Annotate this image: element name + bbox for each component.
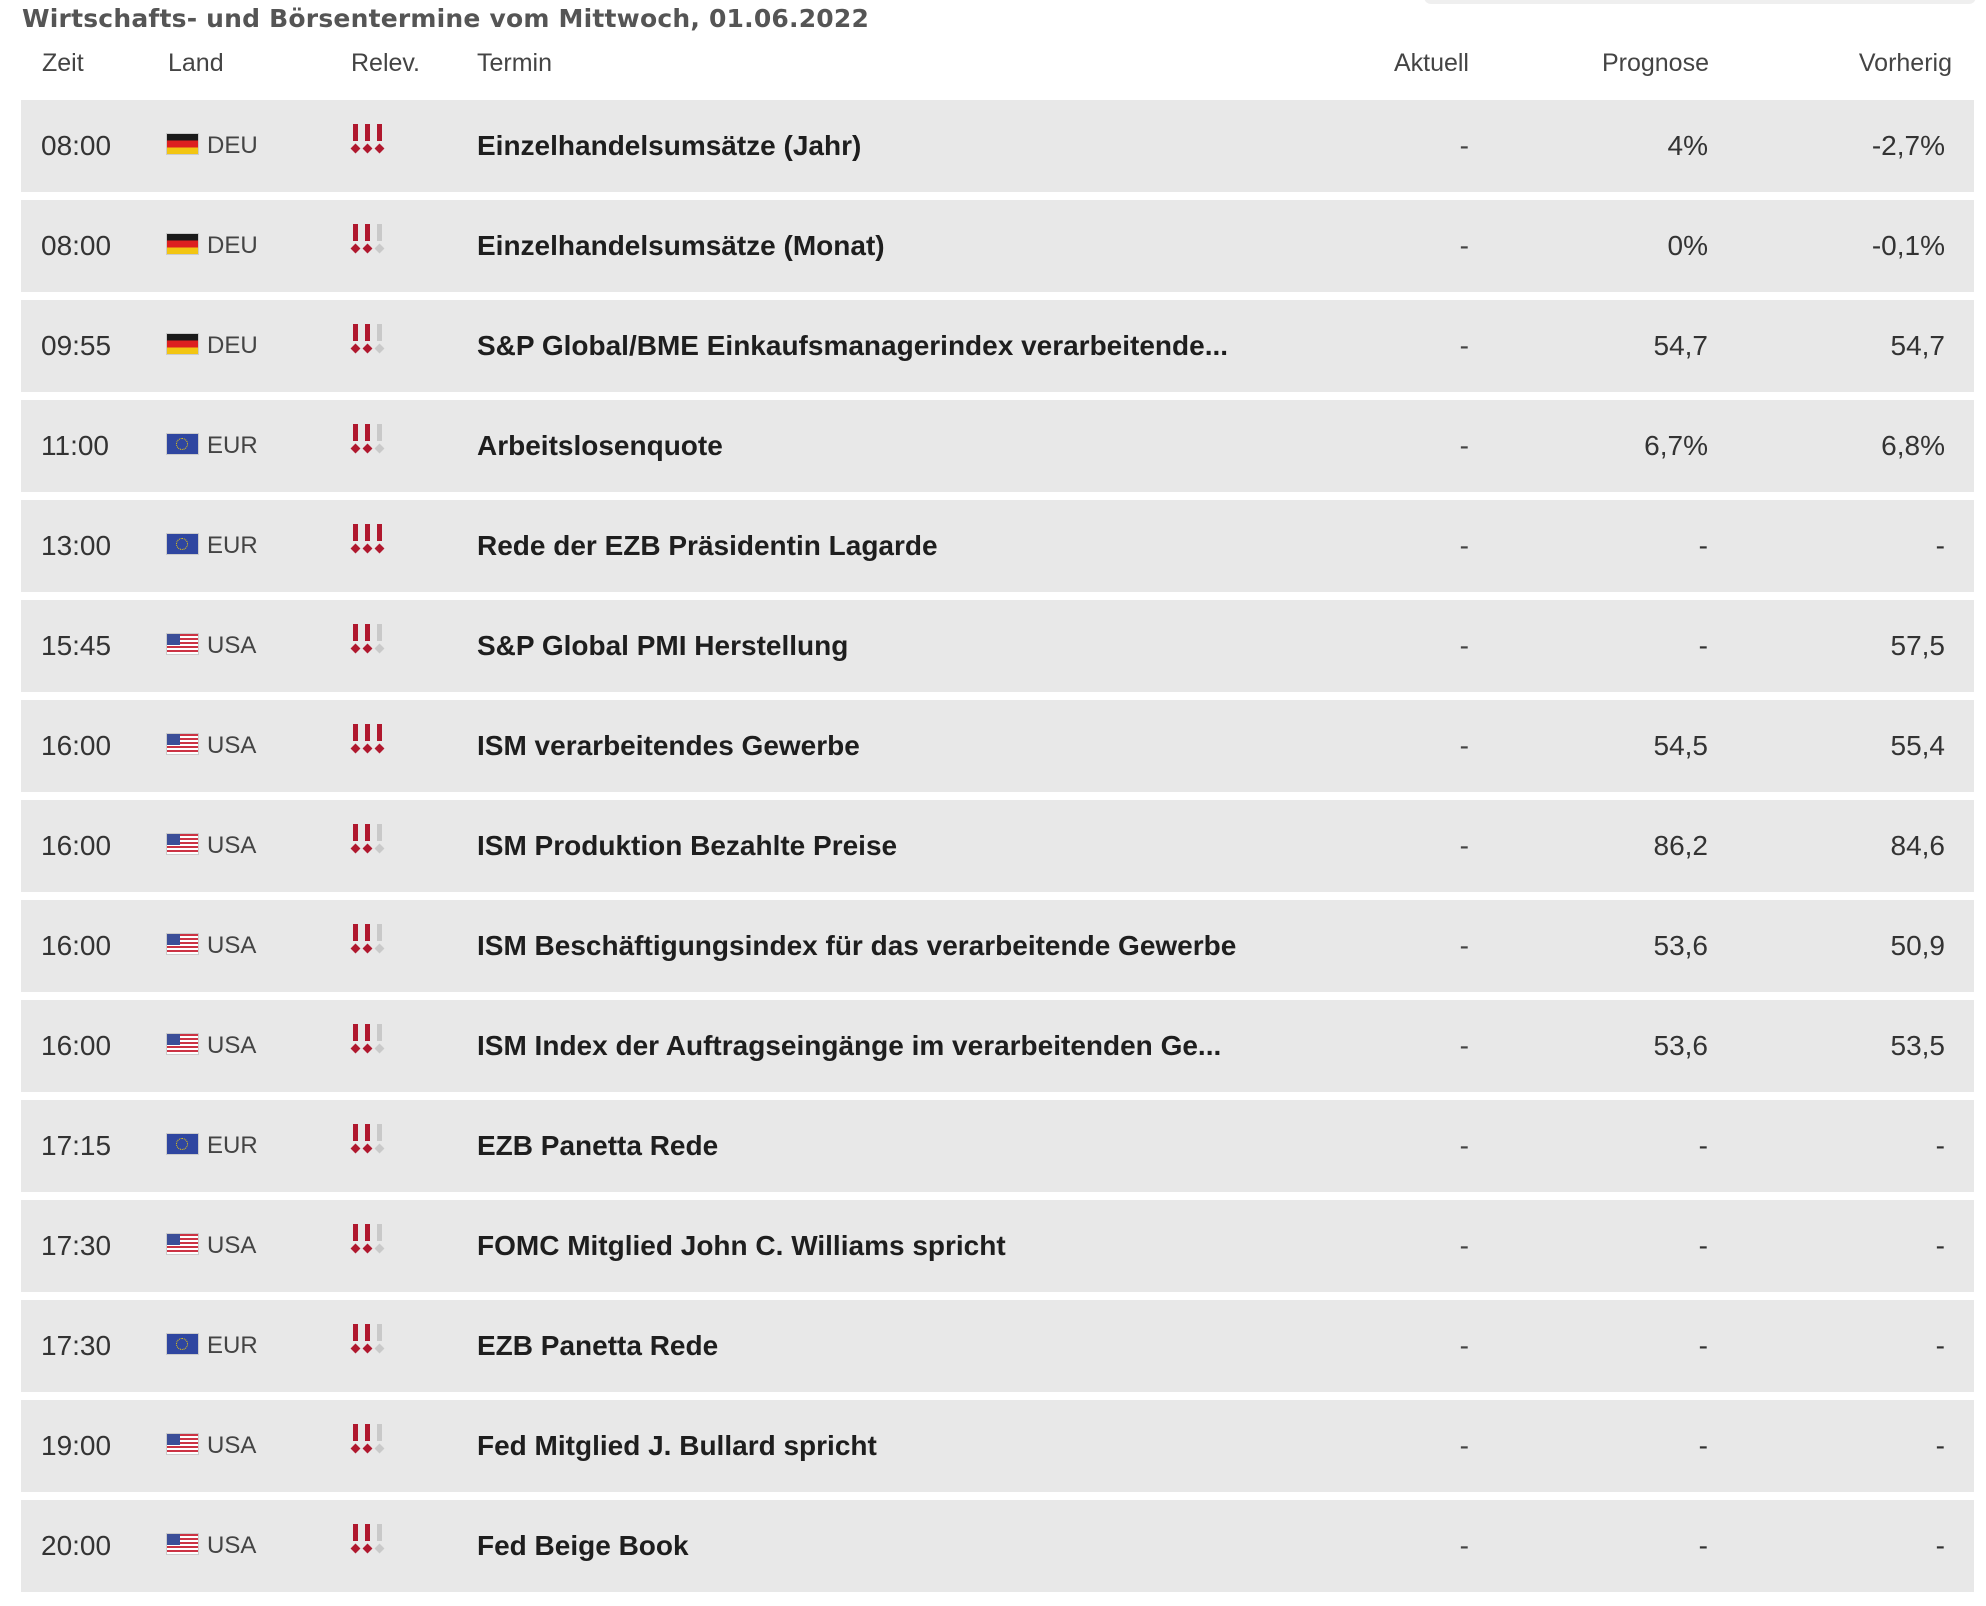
col-header-vorherig[interactable]: Vorherig bbox=[1858, 49, 1952, 77]
event-title-link[interactable]: S&P Global/BME Einkaufsmanagerindex verarbeitende... bbox=[477, 330, 1229, 361]
exclamation-icon bbox=[362, 1524, 374, 1554]
event-time: 17:30 bbox=[41, 1330, 112, 1361]
exclamation-icon bbox=[362, 1024, 374, 1054]
event-time: 11:00 bbox=[41, 430, 109, 461]
exclamation-icon bbox=[362, 1224, 374, 1254]
exclamation-icon bbox=[350, 924, 362, 954]
table-row[interactable] bbox=[21, 1100, 1974, 1192]
value-vorherig: -2,7% bbox=[1871, 130, 1945, 161]
us-flag-icon bbox=[167, 1534, 198, 1554]
value-aktuell: - bbox=[1459, 330, 1469, 361]
country-code: USA bbox=[207, 1032, 257, 1059]
country-code: USA bbox=[207, 932, 257, 959]
value-vorherig: - bbox=[1935, 1530, 1945, 1561]
col-header-termin[interactable]: Termin bbox=[477, 49, 553, 77]
relevance-indicator bbox=[350, 324, 386, 350]
exclamation-icon bbox=[362, 724, 374, 754]
event-title-link[interactable]: S&P Global PMI Herstellung bbox=[477, 630, 849, 661]
table-row[interactable] bbox=[21, 300, 1974, 392]
country-cell bbox=[167, 200, 258, 292]
value-prognose: - bbox=[1698, 1230, 1708, 1261]
us-flag-icon bbox=[167, 734, 198, 754]
value-vorherig: 50,9 bbox=[1890, 930, 1945, 961]
value-aktuell: - bbox=[1459, 1230, 1469, 1261]
event-time: 17:30 bbox=[41, 1230, 112, 1261]
table-row[interactable] bbox=[21, 1300, 1974, 1392]
value-prognose: - bbox=[1698, 1330, 1708, 1361]
event-title-link[interactable]: Rede der EZB Präsidentin Lagarde bbox=[477, 530, 938, 561]
event-time: 16:00 bbox=[41, 730, 112, 761]
relevance-indicator bbox=[350, 424, 386, 450]
country-code: EUR bbox=[207, 1332, 258, 1359]
event-time: 16:00 bbox=[41, 830, 112, 861]
event-time: 20:00 bbox=[41, 1530, 112, 1561]
exclamation-icon bbox=[350, 1124, 362, 1154]
relevance-indicator bbox=[350, 724, 386, 750]
exclamation-icon bbox=[362, 124, 374, 154]
value-aktuell: - bbox=[1459, 930, 1469, 961]
value-aktuell: - bbox=[1459, 1330, 1469, 1361]
de-flag-icon bbox=[167, 334, 198, 354]
table-row[interactable] bbox=[21, 900, 1974, 992]
event-time: 17:15 bbox=[41, 1130, 112, 1161]
exclamation-icon bbox=[374, 1424, 386, 1454]
relevance-indicator bbox=[350, 824, 386, 850]
value-prognose: 86,2 bbox=[1653, 830, 1708, 861]
value-prognose: - bbox=[1698, 630, 1708, 661]
exclamation-icon bbox=[362, 224, 374, 254]
event-title-link[interactable]: ISM Beschäftigungsindex für das verarbeitende Gewerbe bbox=[477, 930, 1237, 961]
relevance-indicator bbox=[350, 1524, 386, 1550]
table-row[interactable] bbox=[21, 400, 1974, 492]
table-row[interactable] bbox=[21, 500, 1974, 592]
exclamation-icon bbox=[362, 624, 374, 654]
event-time: 16:00 bbox=[41, 1030, 112, 1061]
value-aktuell: - bbox=[1459, 1530, 1469, 1561]
country-code: USA bbox=[207, 632, 257, 659]
event-title-link[interactable]: FOMC Mitglied John C. Williams spricht bbox=[477, 1230, 1006, 1261]
col-header-land[interactable]: Land bbox=[168, 49, 224, 77]
exclamation-icon bbox=[350, 624, 362, 654]
value-vorherig: 54,7 bbox=[1890, 330, 1945, 361]
exclamation-icon bbox=[350, 124, 362, 154]
exclamation-icon bbox=[350, 1524, 362, 1554]
exclamation-icon bbox=[350, 824, 362, 854]
value-vorherig: 55,4 bbox=[1890, 730, 1945, 761]
value-aktuell: - bbox=[1459, 630, 1469, 661]
value-vorherig: - bbox=[1935, 1330, 1945, 1361]
value-aktuell: - bbox=[1459, 730, 1469, 761]
value-prognose: 6,7% bbox=[1644, 430, 1708, 461]
eu-flag-icon bbox=[167, 534, 198, 554]
value-prognose: - bbox=[1698, 1530, 1708, 1561]
value-vorherig: -0,1% bbox=[1871, 230, 1945, 261]
relevance-indicator bbox=[350, 1424, 386, 1450]
country-cell bbox=[167, 400, 258, 492]
country-cell bbox=[167, 600, 256, 692]
us-flag-icon bbox=[167, 1434, 198, 1454]
exclamation-icon bbox=[374, 424, 386, 454]
value-prognose: 4% bbox=[1667, 130, 1708, 161]
col-header-relevanz[interactable]: Relev. bbox=[351, 49, 421, 77]
relevance-indicator bbox=[350, 224, 386, 250]
exclamation-icon bbox=[374, 624, 386, 654]
us-flag-icon bbox=[167, 1034, 198, 1054]
relevance-indicator bbox=[350, 524, 386, 550]
event-time: 15:45 bbox=[41, 630, 112, 661]
event-time: 16:00 bbox=[41, 930, 112, 961]
table-row[interactable] bbox=[21, 1200, 1974, 1292]
top-tab-strip[interactable] bbox=[1424, 0, 1976, 4]
de-flag-icon bbox=[167, 234, 198, 254]
value-prognose: - bbox=[1698, 1130, 1708, 1161]
country-code: EUR bbox=[207, 532, 258, 559]
value-aktuell: - bbox=[1459, 130, 1469, 161]
relevance-indicator bbox=[350, 1324, 386, 1350]
exclamation-icon bbox=[374, 1124, 386, 1154]
table-row[interactable] bbox=[21, 1500, 1974, 1592]
value-aktuell: - bbox=[1459, 430, 1469, 461]
value-prognose: 54,7 bbox=[1653, 330, 1708, 361]
table-row[interactable] bbox=[21, 200, 1974, 292]
eu-flag-icon bbox=[167, 1334, 198, 1354]
country-cell bbox=[167, 1100, 258, 1192]
value-vorherig: - bbox=[1935, 1430, 1945, 1461]
country-code: USA bbox=[207, 732, 257, 759]
exclamation-icon bbox=[350, 724, 362, 754]
relevance-indicator bbox=[350, 624, 386, 650]
exclamation-icon bbox=[350, 224, 362, 254]
us-flag-icon bbox=[167, 934, 198, 954]
exclamation-icon bbox=[362, 424, 374, 454]
event-title-link[interactable]: ISM Index der Auftragseingänge im verarbeitenden Ge... bbox=[477, 1030, 1222, 1061]
country-code: USA bbox=[207, 1432, 257, 1459]
event-title-link[interactable]: Fed Mitglied J. Bullard spricht bbox=[477, 1430, 877, 1461]
event-time: 19:00 bbox=[41, 1430, 112, 1461]
country-cell bbox=[167, 700, 256, 792]
value-prognose: - bbox=[1698, 1430, 1708, 1461]
exclamation-icon bbox=[374, 124, 386, 154]
table-row[interactable] bbox=[21, 1400, 1974, 1492]
exclamation-icon bbox=[362, 1124, 374, 1154]
value-prognose: - bbox=[1698, 530, 1708, 561]
exclamation-icon bbox=[374, 1224, 386, 1254]
exclamation-icon bbox=[362, 1324, 374, 1354]
events-table-body bbox=[21, 100, 1974, 1600]
exclamation-icon bbox=[374, 524, 386, 554]
exclamation-icon bbox=[362, 824, 374, 854]
exclamation-icon bbox=[350, 1324, 362, 1354]
value-prognose: 53,6 bbox=[1653, 930, 1708, 961]
table-header bbox=[22, 40, 1974, 90]
event-title-link[interactable]: ISM Produktion Bezahlte Preise bbox=[477, 830, 898, 861]
country-cell bbox=[167, 1500, 256, 1592]
value-aktuell: - bbox=[1459, 830, 1469, 861]
value-prognose: 54,5 bbox=[1653, 730, 1708, 761]
value-prognose: 53,6 bbox=[1653, 1030, 1708, 1061]
value-prognose: 0% bbox=[1667, 230, 1708, 261]
col-header-prognose[interactable]: Prognose bbox=[1601, 49, 1709, 77]
us-flag-icon bbox=[167, 1234, 198, 1254]
value-aktuell: - bbox=[1459, 1130, 1469, 1161]
relevance-indicator bbox=[350, 124, 386, 150]
eu-flag-icon bbox=[167, 434, 198, 454]
country-code: USA bbox=[207, 1232, 257, 1259]
value-vorherig: 84,6 bbox=[1890, 830, 1945, 861]
exclamation-icon bbox=[350, 1224, 362, 1254]
country-cell bbox=[167, 800, 256, 892]
table-row[interactable] bbox=[21, 100, 1974, 192]
value-vorherig: 6,8% bbox=[1881, 430, 1945, 461]
value-vorherig: - bbox=[1935, 530, 1945, 561]
exclamation-icon bbox=[374, 724, 386, 754]
event-title-link[interactable]: ISM verarbeitendes Gewerbe bbox=[477, 730, 860, 761]
relevance-indicator bbox=[350, 1124, 386, 1150]
event-title-link[interactable]: Fed Beige Book bbox=[477, 1530, 689, 1561]
country-cell bbox=[167, 1300, 258, 1392]
exclamation-icon bbox=[374, 1024, 386, 1054]
table-row[interactable] bbox=[21, 800, 1974, 892]
us-flag-icon bbox=[167, 634, 198, 654]
table-row[interactable] bbox=[21, 600, 1974, 692]
event-time: 08:00 bbox=[41, 230, 112, 261]
value-vorherig: - bbox=[1935, 1130, 1945, 1161]
eu-flag-icon bbox=[167, 1134, 198, 1154]
exclamation-icon bbox=[350, 524, 362, 554]
exclamation-icon bbox=[350, 1424, 362, 1454]
value-aktuell: - bbox=[1459, 1430, 1469, 1461]
country-code: USA bbox=[207, 1532, 257, 1559]
value-aktuell: - bbox=[1459, 230, 1469, 261]
exclamation-icon bbox=[374, 1524, 386, 1554]
country-cell bbox=[167, 100, 258, 192]
exclamation-icon bbox=[374, 224, 386, 254]
event-title-link[interactable]: Einzelhandelsumsätze (Jahr) bbox=[477, 130, 862, 161]
country-code: DEU bbox=[207, 332, 258, 359]
relevance-indicator bbox=[350, 1024, 386, 1050]
exclamation-icon bbox=[374, 824, 386, 854]
country-cell bbox=[167, 900, 256, 992]
country-cell bbox=[167, 1400, 256, 1492]
event-title-link[interactable]: Arbeitslosenquote bbox=[477, 430, 723, 461]
country-cell bbox=[167, 500, 258, 592]
col-header-zeit[interactable]: Zeit bbox=[42, 49, 84, 77]
country-code: DEU bbox=[207, 232, 258, 259]
event-time: 09:55 bbox=[41, 330, 112, 361]
event-title-link[interactable]: EZB Panetta Rede bbox=[477, 1130, 719, 1161]
country-code: DEU bbox=[207, 132, 258, 159]
exclamation-icon bbox=[374, 324, 386, 354]
exclamation-icon bbox=[362, 1424, 374, 1454]
page-title: Wirtschafts- und Börsentermine vom Mittwoch, 01.06.2022 bbox=[22, 4, 870, 33]
value-aktuell: - bbox=[1459, 1030, 1469, 1061]
event-title-link[interactable]: EZB Panetta Rede bbox=[477, 1330, 719, 1361]
country-cell bbox=[167, 1000, 256, 1092]
table-row[interactable] bbox=[21, 700, 1974, 792]
event-title-link[interactable]: Einzelhandelsumsätze (Monat) bbox=[477, 230, 885, 261]
de-flag-icon bbox=[167, 134, 198, 154]
exclamation-icon bbox=[374, 924, 386, 954]
exclamation-icon bbox=[350, 324, 362, 354]
exclamation-icon bbox=[362, 924, 374, 954]
country-cell bbox=[167, 300, 258, 392]
exclamation-icon bbox=[374, 1324, 386, 1354]
us-flag-icon bbox=[167, 834, 198, 854]
relevance-indicator bbox=[350, 924, 386, 950]
country-code: EUR bbox=[207, 432, 258, 459]
value-vorherig: - bbox=[1935, 1230, 1945, 1261]
exclamation-icon bbox=[350, 424, 362, 454]
value-vorherig: 57,5 bbox=[1890, 630, 1945, 661]
table-row[interactable] bbox=[21, 1000, 1974, 1092]
country-cell bbox=[167, 1200, 256, 1292]
value-vorherig: 53,5 bbox=[1890, 1030, 1945, 1061]
exclamation-icon bbox=[362, 524, 374, 554]
country-code: USA bbox=[207, 832, 257, 859]
exclamation-icon bbox=[350, 1024, 362, 1054]
relevance-indicator bbox=[350, 1224, 386, 1250]
event-time: 13:00 bbox=[41, 530, 112, 561]
country-code: EUR bbox=[207, 1132, 258, 1159]
event-time: 08:00 bbox=[41, 130, 112, 161]
col-header-aktuell[interactable]: Aktuell bbox=[1393, 49, 1469, 77]
exclamation-icon bbox=[362, 324, 374, 354]
value-aktuell: - bbox=[1459, 530, 1469, 561]
